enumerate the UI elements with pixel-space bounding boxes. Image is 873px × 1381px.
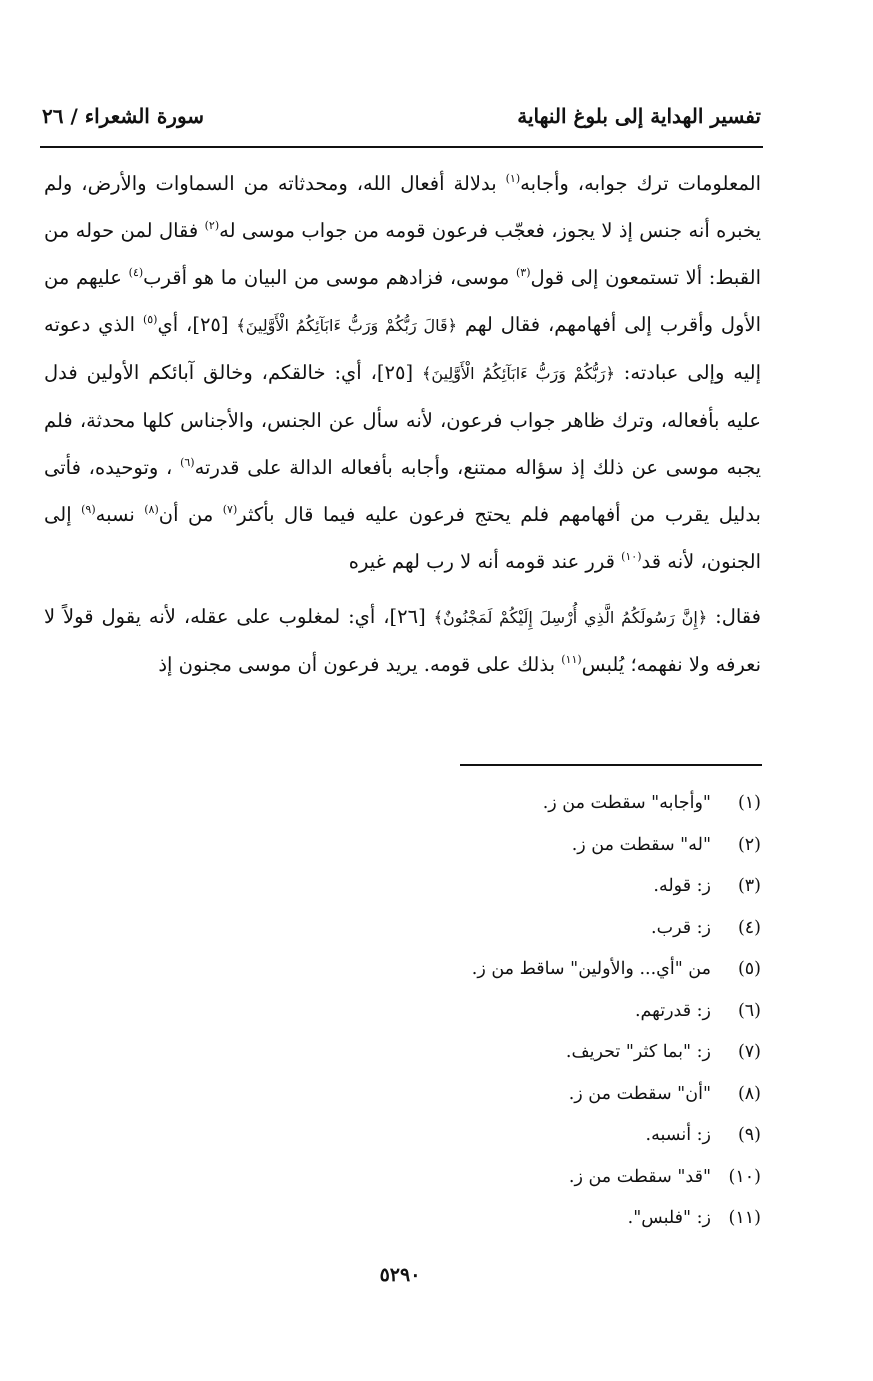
footnote-item: [161, 1160, 761, 1202]
footnote-item: [161, 1118, 761, 1160]
footnote-item: [161, 869, 761, 911]
footnote-item: [161, 1201, 761, 1243]
footnote-item: [161, 952, 761, 994]
footnote-ref[interactable]: (٤): [128, 266, 144, 279]
page-number: ٥٢٩٠: [379, 1264, 421, 1286]
footnote-text: ز: أنسبه.: [645, 1125, 711, 1145]
footnote-text: "له" سقطت من ز.: [571, 834, 711, 855]
footnote-ref[interactable]: (١): [505, 172, 521, 185]
main-text: [44, 160, 761, 688]
footnote-text: ز: "بما كثر" تحريف.: [565, 1042, 711, 1062]
footnote-ref[interactable]: (١١): [561, 653, 582, 666]
footnote-ref[interactable]: (٩): [81, 503, 96, 516]
footnote-number: (٩): [737, 1125, 761, 1145]
quran-verse: ﴿قَالَ رَبُّكُمْ وَرَبُّ ءَابَآئِكُمُ الْأَوَّلِينَ﴾: [236, 316, 458, 335]
footnote-ref[interactable]: (٥): [142, 313, 158, 326]
paragraph-1: المعلومات ترك جوابه، وأجابه$^{(١)}$ بدلالة أفعال الله، ومحدثاته من السماوات والأرض، ولم يخبره أنه جنس إذ لا يجوز، فعجّب فرعون قومه من جواب موسى له$^{(٢)}$ فقال لمن حوله من القبط: ألا تستمعون إلى قول$^{(٣)}$ موسى، فزادهم موسى من البيان ما هو أقرب$^{(٤)}$ عليهم من الأول وأقرب إلى أفهامهم، فقال لهم ﴿قَالَ رَبُّكُمْ وَرَبُّ ءَابَآئِكُمُ الْأَوَّلِينَ﴾ [٢٥]، أي$^{(٥)}$ الذي دعوته إليه وإلى عبادته: ﴿رَبُّكُمْ وَرَبُّ ءَابَآئِكُمُ الْأَوَّلِينَ﴾ [٢٥]، أي: خالقكم، وخالق آبائكم الأولين فدل عليه بأفعاله، وترك ظاهر جواب فرعون، لأنه سأل عن الجنس، والأجناس كلها محدثة، فلم يجبه موسى عن ذلك إذ سؤاله ممتنع، وأجابه بأفعاله الدالة على قدرته$^{(٦)}$ ، وتوحيده، فأتى بدليل يقرب من أفهامهم فلم يحتج فرعون عليه فيما قال بأكثر$^{(٧)}$ من أن$^{(٨)}$ نسبه$^{(٩)}$ إلى الجنون، لأنه قد$^{(١٠)}$ قرر عند قومه أنه لا رب لهم غيره: [44, 172, 762, 573]
footnote-text: ز: قدرتهم.: [634, 1000, 711, 1021]
footnote-number: (١١): [728, 1208, 761, 1228]
footnote-ref[interactable]: (١٠): [621, 550, 642, 563]
footnote-number: (٣): [737, 876, 761, 896]
footnote-divider: [460, 764, 762, 766]
footnote-ref[interactable]: (٢): [204, 219, 220, 232]
footnote-ref[interactable]: (٧): [222, 503, 238, 516]
footnote-item: [161, 828, 761, 870]
footnote-number: (٥): [737, 959, 761, 979]
footnote-number: (٢): [737, 834, 761, 855]
footnote-number: (٨): [737, 1083, 761, 1104]
footnote-number: (١٠): [728, 1166, 761, 1187]
footnote-number: (٧): [737, 1042, 761, 1062]
surah-header: سورة الشعراء / ٢٦: [42, 104, 205, 128]
quran-verse: ﴿رَبُّكُمْ وَرَبُّ ءَابَآئِكُمُ الْأَوَّلِينَ﴾: [422, 364, 615, 383]
footnote-number: (١): [737, 793, 761, 813]
footnote-item: [161, 994, 761, 1036]
paragraph-2: فقال: ﴿إِنَّ رَسُولَكُمُ الَّذِي أُرْسِلَ إِلَيْكُمْ لَمَجْنُونٌ﴾ [٢٦]، أي: لمغلوب على عقله، لأنه يقول قولاً لا نعرفه ولا نفهمه؛ يُلبس$^{(١١)}$ بذلك على قومه. يريد فرعون أن موسى مجنون إذ: [44, 605, 761, 676]
footnote-text: "قد" سقطت من ز.: [568, 1166, 711, 1187]
footnote-ref[interactable]: (٣): [516, 266, 531, 279]
footnotes-list: [161, 786, 761, 1243]
footnote-number: (٦): [737, 1000, 761, 1021]
footnote-item: [161, 786, 761, 828]
header-divider: [40, 146, 763, 148]
book-title: تفسير الهداية إلى بلوغ النهاية: [517, 104, 761, 128]
footnote-item: [161, 911, 761, 953]
footnote-ref[interactable]: (٦): [180, 456, 195, 469]
footnote-text: "وأجابه" سقطت من ز.: [542, 793, 711, 813]
quran-verse: ﴿إِنَّ رَسُولَكُمُ الَّذِي أُرْسِلَ إِلَيْكُمْ لَمَجْنُونٌ﴾: [433, 608, 708, 627]
footnote-text: ز: قرب.: [651, 917, 711, 938]
footnote-text: ز: قوله.: [653, 876, 711, 896]
footnote-ref[interactable]: (٨): [144, 503, 159, 516]
footnote-item: [161, 1035, 761, 1077]
footnote-text: "أن" سقطت من ز.: [568, 1083, 711, 1104]
footnote-number: (٤): [737, 917, 761, 938]
footnote-text: ز: "فلبس".: [627, 1208, 711, 1228]
footnote-item: [161, 1077, 761, 1119]
footnote-text: من "أي... والأولين" ساقط من ز.: [471, 959, 711, 979]
